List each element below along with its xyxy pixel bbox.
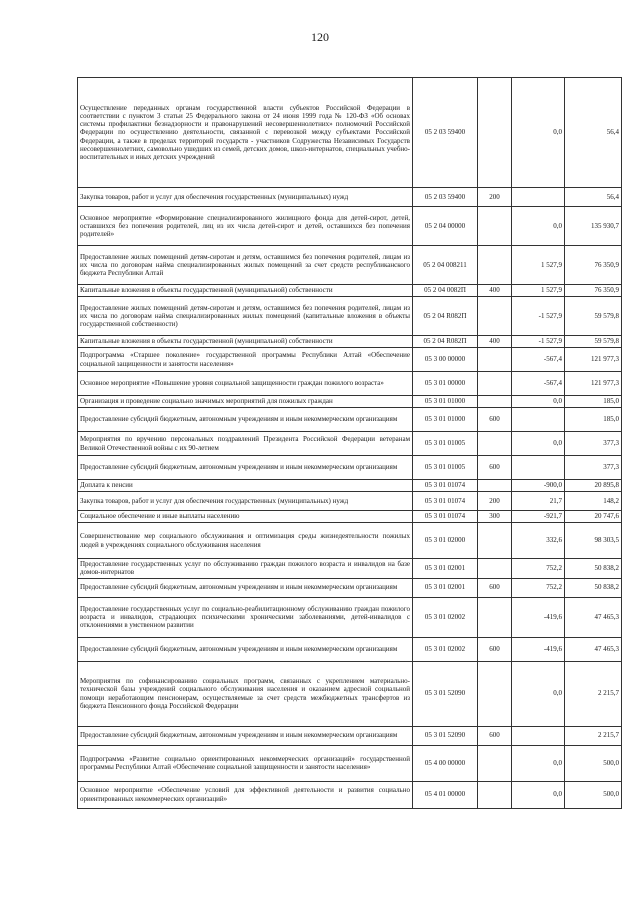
- row-total-cell: 59 579,8: [565, 297, 622, 336]
- row-change-cell: 0,0: [512, 78, 565, 188]
- row-total-cell: 2 215,7: [565, 661, 622, 726]
- row-change-cell: [512, 456, 565, 480]
- row-expense-type-cell: [478, 396, 512, 408]
- row-total-cell: 47 465,3: [565, 597, 622, 637]
- row-expense-type-cell: 600: [478, 637, 512, 661]
- row-expense-type-cell: [478, 559, 512, 579]
- row-code-cell: 05 2 04 R082П: [413, 336, 478, 348]
- table-row: [78, 745, 622, 781]
- row-total-cell: 377,3: [565, 432, 622, 456]
- row-code-cell: 05 3 00 00000: [413, 348, 478, 372]
- table-row: [78, 336, 622, 348]
- row-expense-type-cell: [478, 207, 512, 246]
- row-code-cell: 05 3 01 52090: [413, 726, 478, 745]
- row-expense-type-cell: 600: [478, 456, 512, 480]
- table-row: [78, 511, 622, 523]
- row-total-cell: 135 930,7: [565, 207, 622, 246]
- row-name-cell: Социальное обеспечение и иные выплаты населению: [78, 511, 413, 523]
- row-expense-type-cell: 400: [478, 285, 512, 297]
- row-change-cell: 0,0: [512, 396, 565, 408]
- row-total-cell: 50 838,2: [565, 578, 622, 597]
- table-row: [78, 637, 622, 661]
- table-row: [78, 372, 622, 396]
- row-expense-type-cell: [478, 348, 512, 372]
- row-name-cell: Мероприятия по софинансированию социальных программ, связанных с укреплением материально-технической базы учреждений социального обслуживания населения и оказанием адресной социальной помощи неработающим пенсионерам, осуществляемые за счет средств межбюджетных трансфертов из бюджета Пенсионного фонда Российской Федерации: [78, 661, 413, 726]
- row-name-cell: Предоставление субсидий бюджетным, автономным учреждениям и иным некоммерческим организациям: [78, 637, 413, 661]
- row-code-cell: 05 3 01 52090: [413, 661, 478, 726]
- row-expense-type-cell: [478, 781, 512, 808]
- table-row: [78, 578, 622, 597]
- row-name-cell: Подпрограмма «Развитие социально ориентированных некоммерческих организаций» государственной программы Республики Алтай «Обеспечение социальной защищенности и занятости населения»: [78, 745, 413, 781]
- row-name-cell: Предоставление субсидий бюджетным, автономным учреждениям и иным некоммерческим организациям: [78, 408, 413, 432]
- row-total-cell: 121 977,3: [565, 348, 622, 372]
- row-name-cell: Предоставление государственных услуг по обслуживанию граждан пожилого возраста и инвалидов на базе домов-интернатов: [78, 559, 413, 579]
- row-name-cell: Осуществление переданных органам государственной власти субъектов Российской Федерации в соответствии с пунктом 3 статьи 25 Федерального закона от 24 июня 1999 года № 120-ФЗ «Об основах системы профилактики безнадзорности и правонарушений несовершеннолетних» полномочий Российской Федерации по осуществлению деятельности, связанной с перевозкой между субъектами Российской Федерации, а также в пределах территорий государств - участников Содружества Независимых Государств несовершеннолетних, самовольно ушедших из семей, детских домов, школ-интернатов, специальных учебно-воспитательных и иных детских учреждений: [78, 78, 413, 188]
- row-total-cell: 20 747,6: [565, 511, 622, 523]
- row-expense-type-cell: 200: [478, 188, 512, 207]
- row-code-cell: 05 3 01 01074: [413, 480, 478, 492]
- row-expense-type-cell: [478, 372, 512, 396]
- row-name-cell: Основное мероприятие «Обеспечение условий для эффективной деятельности и развития социально ориентированных некоммерческих организаций»: [78, 781, 413, 808]
- table-row: [78, 348, 622, 372]
- row-name-cell: Закупка товаров, работ и услуг для обеспечения государственных (муниципальных) нужд: [78, 188, 413, 207]
- row-name-cell: Совершенствование мер социального обслуживания и оптимизация среды жизнедеятельности пожилых людей в учреждениях социального обслуживания населения: [78, 523, 413, 559]
- row-change-cell: 752,2: [512, 578, 565, 597]
- row-change-cell: 0,0: [512, 661, 565, 726]
- row-change-cell: -567,4: [512, 348, 565, 372]
- row-expense-type-cell: 600: [478, 578, 512, 597]
- row-change-cell: 0,0: [512, 745, 565, 781]
- row-code-cell: 05 3 01 02001: [413, 559, 478, 579]
- row-name-cell: Капитальные вложения в объекты государственной (муниципальной) собственности: [78, 336, 413, 348]
- row-name-cell: Основное мероприятие «Повышение уровня социальной защищенности граждан пожилого возраста»: [78, 372, 413, 396]
- row-code-cell: 05 4 00 00000: [413, 745, 478, 781]
- table-row: [78, 456, 622, 480]
- row-change-cell: [512, 408, 565, 432]
- table-row: [78, 559, 622, 579]
- row-name-cell: Предоставление жилых помещений детям-сиротам и детям, оставшимся без попечения родителей, лицам из их числа по договорам найма специализированных жилых помещений за счет средств республиканского бюджета Республики Алтай: [78, 246, 413, 285]
- row-name-cell: Предоставление субсидий бюджетным, автономным учреждениям и иным некоммерческим организациям: [78, 726, 413, 745]
- table-row: [78, 523, 622, 559]
- row-code-cell: 05 2 04 0082П: [413, 285, 478, 297]
- budget-table: [77, 77, 622, 809]
- row-expense-type-cell: [478, 297, 512, 336]
- row-code-cell: 05 3 01 00000: [413, 372, 478, 396]
- row-code-cell: 05 2 03 59400: [413, 78, 478, 188]
- row-total-cell: 2 215,7: [565, 726, 622, 745]
- row-total-cell: 56,4: [565, 188, 622, 207]
- row-code-cell: 05 4 01 00000: [413, 781, 478, 808]
- row-total-cell: 59 579,8: [565, 336, 622, 348]
- row-change-cell: [512, 726, 565, 745]
- row-name-cell: Мероприятия по вручению персональных поздравлений Президента Российской Федерации ветеранам Великой Отечественной войны с их 90-летием: [78, 432, 413, 456]
- row-code-cell: 05 2 04 R082П: [413, 297, 478, 336]
- row-expense-type-cell: 600: [478, 726, 512, 745]
- row-total-cell: 56,4: [565, 78, 622, 188]
- row-total-cell: 76 350,9: [565, 246, 622, 285]
- row-total-cell: 76 350,9: [565, 285, 622, 297]
- budget-table-body: [78, 78, 622, 809]
- table-row: [78, 207, 622, 246]
- row-total-cell: 20 895,8: [565, 480, 622, 492]
- row-expense-type-cell: 600: [478, 408, 512, 432]
- row-change-cell: -419,6: [512, 597, 565, 637]
- table-row: [78, 246, 622, 285]
- table-row: [78, 597, 622, 637]
- row-expense-type-cell: 200: [478, 492, 512, 511]
- row-total-cell: 185,0: [565, 408, 622, 432]
- row-code-cell: 05 3 01 01000: [413, 396, 478, 408]
- row-code-cell: 05 2 04 008211: [413, 246, 478, 285]
- row-name-cell: Предоставление государственных услуг по социально-реабилитационному обслуживанию граждан пожилого возраста и инвалидов, страдающих психическими хроническими заболеваниями, детей-инвалидов с отклонениями в умственном развитии: [78, 597, 413, 637]
- table-row: [78, 285, 622, 297]
- row-change-cell: -419,6: [512, 637, 565, 661]
- row-expense-type-cell: [478, 523, 512, 559]
- row-name-cell: Предоставление субсидий бюджетным, автономным учреждениям и иным некоммерческим организациям: [78, 578, 413, 597]
- table-row: [78, 480, 622, 492]
- row-change-cell: 21,7: [512, 492, 565, 511]
- row-code-cell: 05 3 01 02001: [413, 578, 478, 597]
- row-code-cell: 05 2 04 00000: [413, 207, 478, 246]
- row-expense-type-cell: [478, 597, 512, 637]
- row-total-cell: 500,0: [565, 781, 622, 808]
- row-total-cell: 98 303,5: [565, 523, 622, 559]
- row-name-cell: Капитальные вложения в объекты государственной (муниципальной) собственности: [78, 285, 413, 297]
- row-expense-type-cell: [478, 480, 512, 492]
- table-row: [78, 78, 622, 188]
- table-row: [78, 396, 622, 408]
- row-change-cell: 0,0: [512, 781, 565, 808]
- row-expense-type-cell: [478, 745, 512, 781]
- row-change-cell: 1 527,9: [512, 246, 565, 285]
- table-row: [78, 432, 622, 456]
- row-expense-type-cell: [478, 78, 512, 188]
- page-number: 120: [311, 30, 329, 44]
- row-name-cell: Подпрограмма «Старшее поколение» государственной программы Республики Алтай «Обеспечение социальной защищенности и занятости населения»: [78, 348, 413, 372]
- row-code-cell: 05 3 01 01005: [413, 432, 478, 456]
- row-code-cell: 05 3 01 02002: [413, 597, 478, 637]
- row-code-cell: 05 3 01 01074: [413, 511, 478, 523]
- row-expense-type-cell: 300: [478, 511, 512, 523]
- table-row: [78, 726, 622, 745]
- row-total-cell: 185,0: [565, 396, 622, 408]
- row-change-cell: -921,7: [512, 511, 565, 523]
- table-row: [78, 188, 622, 207]
- row-total-cell: 47 465,3: [565, 637, 622, 661]
- row-change-cell: 0,0: [512, 432, 565, 456]
- row-total-cell: 500,0: [565, 745, 622, 781]
- row-total-cell: 377,3: [565, 456, 622, 480]
- row-change-cell: -1 527,9: [512, 336, 565, 348]
- row-change-cell: 0,0: [512, 207, 565, 246]
- row-expense-type-cell: 400: [478, 336, 512, 348]
- row-name-cell: Закупка товаров, работ и услуг для обеспечения государственных (муниципальных) нужд: [78, 492, 413, 511]
- row-expense-type-cell: [478, 432, 512, 456]
- table-row: [78, 781, 622, 808]
- row-name-cell: Предоставление субсидий бюджетным, автономным учреждениям и иным некоммерческим организациям: [78, 456, 413, 480]
- row-change-cell: -900,0: [512, 480, 565, 492]
- row-name-cell: Предоставление жилых помещений детям-сиротам и детям, оставшимся без попечения родителей, лицам из их числа по договорам найма специализированных жилых помещений (капитальные вложения в объекты государственной собственности): [78, 297, 413, 336]
- row-code-cell: 05 3 01 01074: [413, 492, 478, 511]
- row-total-cell: 50 838,2: [565, 559, 622, 579]
- row-code-cell: 05 3 01 01000: [413, 408, 478, 432]
- row-total-cell: 148,2: [565, 492, 622, 511]
- row-change-cell: 1 527,9: [512, 285, 565, 297]
- row-change-cell: 332,6: [512, 523, 565, 559]
- row-name-cell: Организация и проведение социально значимых мероприятий для пожилых граждан: [78, 396, 413, 408]
- table-row: [78, 661, 622, 726]
- row-expense-type-cell: [478, 246, 512, 285]
- row-change-cell: 752,2: [512, 559, 565, 579]
- row-change-cell: -567,4: [512, 372, 565, 396]
- row-change-cell: -1 527,9: [512, 297, 565, 336]
- table-row: [78, 297, 622, 336]
- row-code-cell: 05 3 01 02002: [413, 637, 478, 661]
- row-code-cell: 05 3 01 02000: [413, 523, 478, 559]
- row-name-cell: Доплата к пенсии: [78, 480, 413, 492]
- row-change-cell: [512, 188, 565, 207]
- table-row: [78, 408, 622, 432]
- row-code-cell: 05 2 03 59400: [413, 188, 478, 207]
- row-total-cell: 121 977,3: [565, 372, 622, 396]
- table-row: [78, 492, 622, 511]
- row-expense-type-cell: [478, 661, 512, 726]
- row-code-cell: 05 3 01 01005: [413, 456, 478, 480]
- row-name-cell: Основное мероприятие «Формирование специализированного жилищного фонда для детей-сирот, детей, оставшихся без попечения родителей, лиц из их числа детей-сирот и детей, оставшихся без попечения родителей»: [78, 207, 413, 246]
